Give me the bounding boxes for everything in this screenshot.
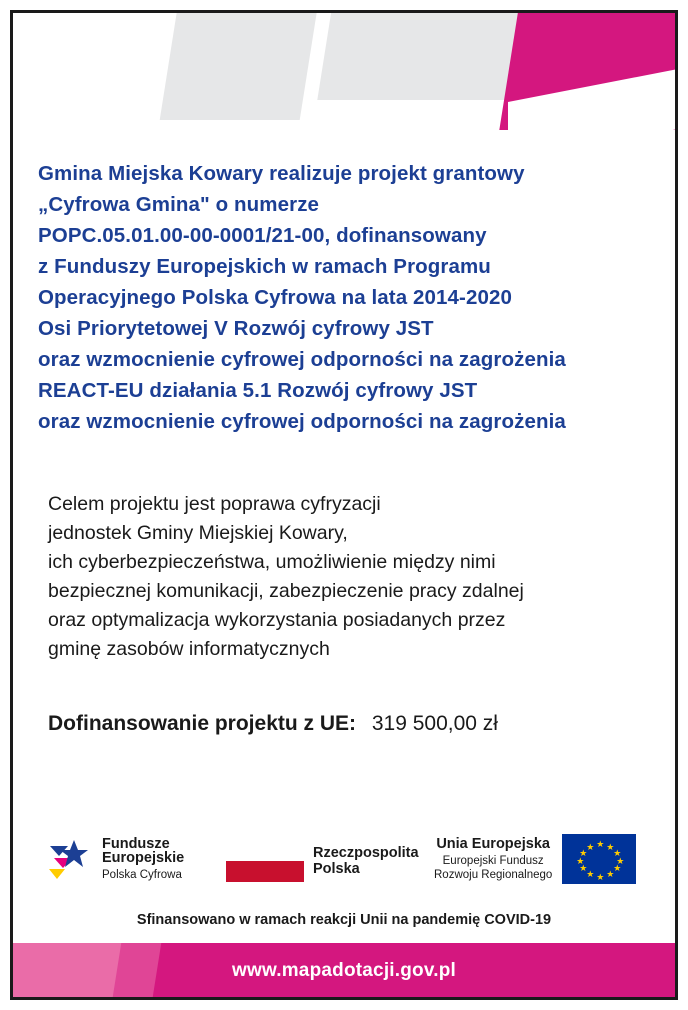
headline-line: oraz wzmocnienie cyfrowej odporności na zagrożenia xyxy=(38,348,566,371)
covid-funding-note: Sfinansowano w ramach reakcji Unii na pandemię COVID-19 xyxy=(136,912,552,928)
unia-line-3: Rozwoju Regionalnego xyxy=(434,868,553,881)
funding-label: Dofinansowanie projektu z UE: xyxy=(48,712,357,735)
headline-line: Operacyjnego Polska Cyfrowa na lata 2014-2020 xyxy=(38,286,512,309)
fundusze-line-2: Europejskie xyxy=(102,849,185,866)
description-line: jednostek Gminy Miejskiej Kowary, xyxy=(48,522,348,544)
description-line: bezpiecznej komunikacji, zabezpieczenie pracy zdalnej xyxy=(48,580,524,602)
funding-value: 319 500,00 zł xyxy=(371,712,498,735)
fundusze-line-1: Fundusze xyxy=(102,835,170,852)
eu-flag-icon: ★ ★ ★ ★ ★ ★ ★ ★ ★ ★ ★ ★ xyxy=(562,834,636,884)
rzeczpospolita-text xyxy=(313,845,419,877)
headline-line: „Cyfrowa Gmina" o numerze xyxy=(38,193,320,216)
flag-white-stripe xyxy=(226,840,304,861)
unia-europejska-text xyxy=(434,837,552,882)
headline-block xyxy=(38,158,658,437)
band-grey-shape-2 xyxy=(317,10,524,100)
project-description xyxy=(48,490,660,664)
unia-line-2: Europejski Fundusz xyxy=(442,854,544,867)
fundusze-europejskie-text xyxy=(102,837,184,882)
description-line: Celem projektu jest poprawa cyfryzacji xyxy=(48,493,381,515)
fundusze-europejskie-logo xyxy=(48,836,184,882)
headline-line: Gmina Miejska Kowary realizuje projekt grantowy xyxy=(38,162,525,185)
frame-top-rule xyxy=(10,10,678,13)
fundusze-line-3: Polska Cyfrowa xyxy=(102,868,182,881)
headline-line: oraz wzmocnienie cyfrowej odporności na zagrożenia xyxy=(38,410,566,433)
bottom-url-bar xyxy=(13,943,675,997)
description-line: gminę zasobów informatycznych xyxy=(48,638,330,660)
description-line: ich cyberbezpieczeństwa, umożliwienie między nimi xyxy=(48,551,496,573)
top-decorative-band xyxy=(10,10,678,130)
frame-right-rule xyxy=(675,10,678,1000)
frame-bottom-rule xyxy=(10,997,678,1000)
rzeczpospolita-line-2: Polska xyxy=(313,861,360,877)
headline-line: REACT-EU działania 5.1 Rozwój cyfrowy JST xyxy=(38,379,478,402)
unia-europejska-logo xyxy=(434,834,636,884)
headline-line: POPC.05.01.00-00-0001/21-00, dofinansowany xyxy=(38,224,487,247)
mapadotacji-url[interactable]: www.mapadotacji.gov.pl xyxy=(232,960,456,981)
flag-red-stripe xyxy=(226,861,304,882)
band-grey-shape-1 xyxy=(160,10,321,120)
fundusze-europejskie-icon xyxy=(48,836,94,882)
description-line: oraz optymalizacja wykorzystania posiadanych przez xyxy=(48,609,506,631)
rzeczpospolita-line-1: Rzeczpospolita xyxy=(313,845,419,861)
frame-left-rule xyxy=(10,10,13,1000)
unia-line-1: Unia Europejska xyxy=(436,835,550,852)
rzeczpospolita-polska-logo xyxy=(226,840,419,882)
logo-strip xyxy=(36,832,652,902)
polish-flag-icon xyxy=(226,840,304,882)
headline-line: Osi Priorytetowej V Rozwój cyfrowy JST xyxy=(38,317,434,340)
headline-line: z Funduszy Europejskich w ramach Programu xyxy=(38,255,491,278)
funding-amount-row xyxy=(48,712,498,736)
